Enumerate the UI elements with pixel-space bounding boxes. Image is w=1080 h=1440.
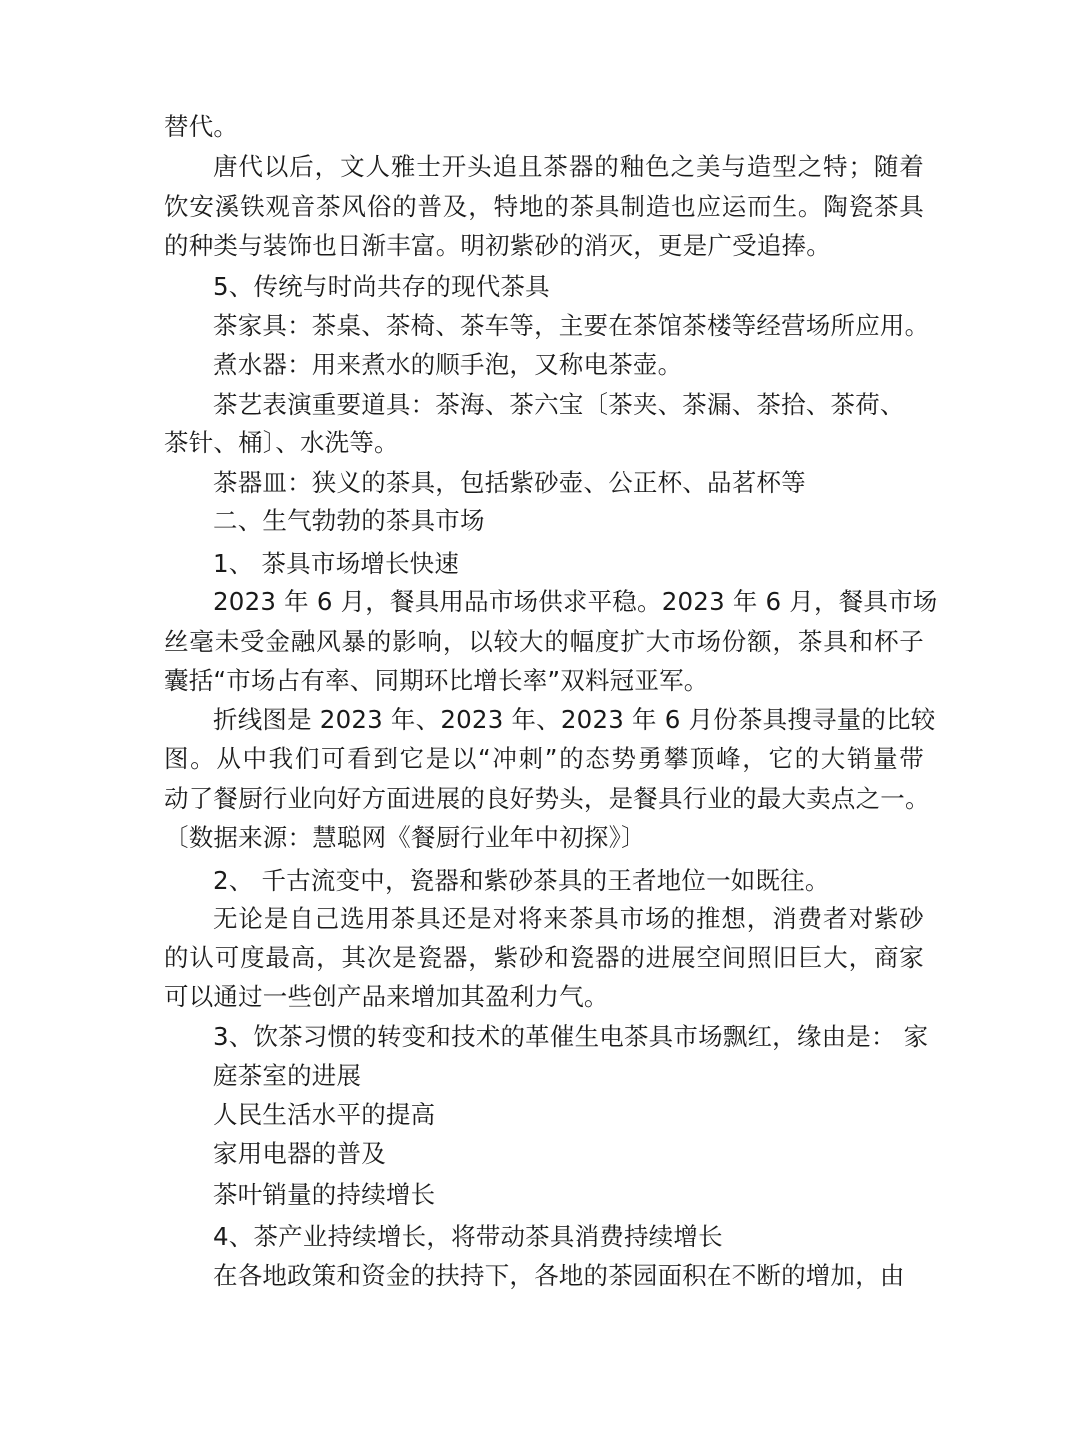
section-heading: 2、 千古流变中，瓷器和紫砂茶具的王者地位一如既往。 [213,866,830,895]
text-line: 的种类与装饰也日渐丰富。明初紫砂的消灭，更是广受追捧。 [164,231,831,260]
text-line: 茶器皿：狭义的茶具，包括紫砂壶、公正杯、品茗杯等 [213,468,806,497]
text-line: 在各地政策和资金的扶持下，各地的茶园面积在不断的增加，由 [213,1261,905,1290]
text-line: 的认可度最高，其次是瓷器，紫砂和瓷器的进展空间照旧巨大，商家 [164,943,924,972]
text-line: 无论是自己选用茶具还是对将来茶具市场的推想，消费者对紫砂 [213,904,924,933]
section-heading: 1、 茶具市场增长快速 [213,549,460,578]
section-heading: 3、饮茶习惯的转变和技术的革催生电茶具市场飘红，缘由是： 家 [213,1022,929,1051]
text-line: 饮安溪铁观音茶风俗的普及，特地的茶具制造也应运而生。陶瓷茶具 [164,192,924,221]
text-line: 茶针、桶〕、水洗等。 [164,428,399,457]
section-heading: 4、茶产业持续增长，将带动茶具消费持续增长 [213,1222,723,1251]
text-line: 2023 年 6 月，餐具用品市场供求平稳。2023 年 6 月，餐具市场 [213,587,938,616]
text-line: 动了餐厨行业向好方面进展的良好势头，是餐具行业的最大卖点之一。 [164,784,930,813]
section-heading: 二、生气勃勃的茶具市场 [213,506,485,535]
text-line: 煮水器：用来煮水的顺手泡，又称电茶壶。 [213,350,683,379]
section-heading: 5、传统与时尚共存的现代茶具 [213,272,550,301]
text-line: 囊括“市场占有率、同期环比增长率”双料冠亚军。 [164,666,709,695]
text-line: 茶家具：茶桌、茶椅、茶车等，主要在茶馆茶楼等经营场所应用。 [213,311,930,340]
list-item: 庭茶室的进展 [213,1061,362,1090]
text-line: 折线图是 2023 年、2023 年、2023 年 6 月份茶具搜寻量的比较 [213,705,936,734]
text-line: 替代。 [164,112,239,141]
list-item: 人民生活水平的提高 [213,1100,436,1129]
text-line: 茶艺表演重要道具：茶海、茶六宝〔茶夹、茶漏、茶拾、茶荷、 [213,390,905,419]
text-line: 丝毫未受金融风暴的影响，以较大的幅度扩大市场份额，茶具和杯子 [164,627,924,656]
text-line: 唐代以后，文人雅士开头追且茶器的釉色之美与造型之特；随着 [213,152,924,181]
text-line: 图。从中我们可看到它是以“冲刺”的态势勇攀顶峰，它的大销量带 [164,744,924,773]
list-item: 茶叶销量的持续增长 [213,1180,436,1209]
source-note: 〔数据来源：慧聪网《餐厨行业年中初探》〕 [164,823,646,852]
text-line: 可以通过一些创产品来增加其盈利力气。 [164,982,609,1011]
list-item: 家用电器的普及 [213,1139,386,1168]
